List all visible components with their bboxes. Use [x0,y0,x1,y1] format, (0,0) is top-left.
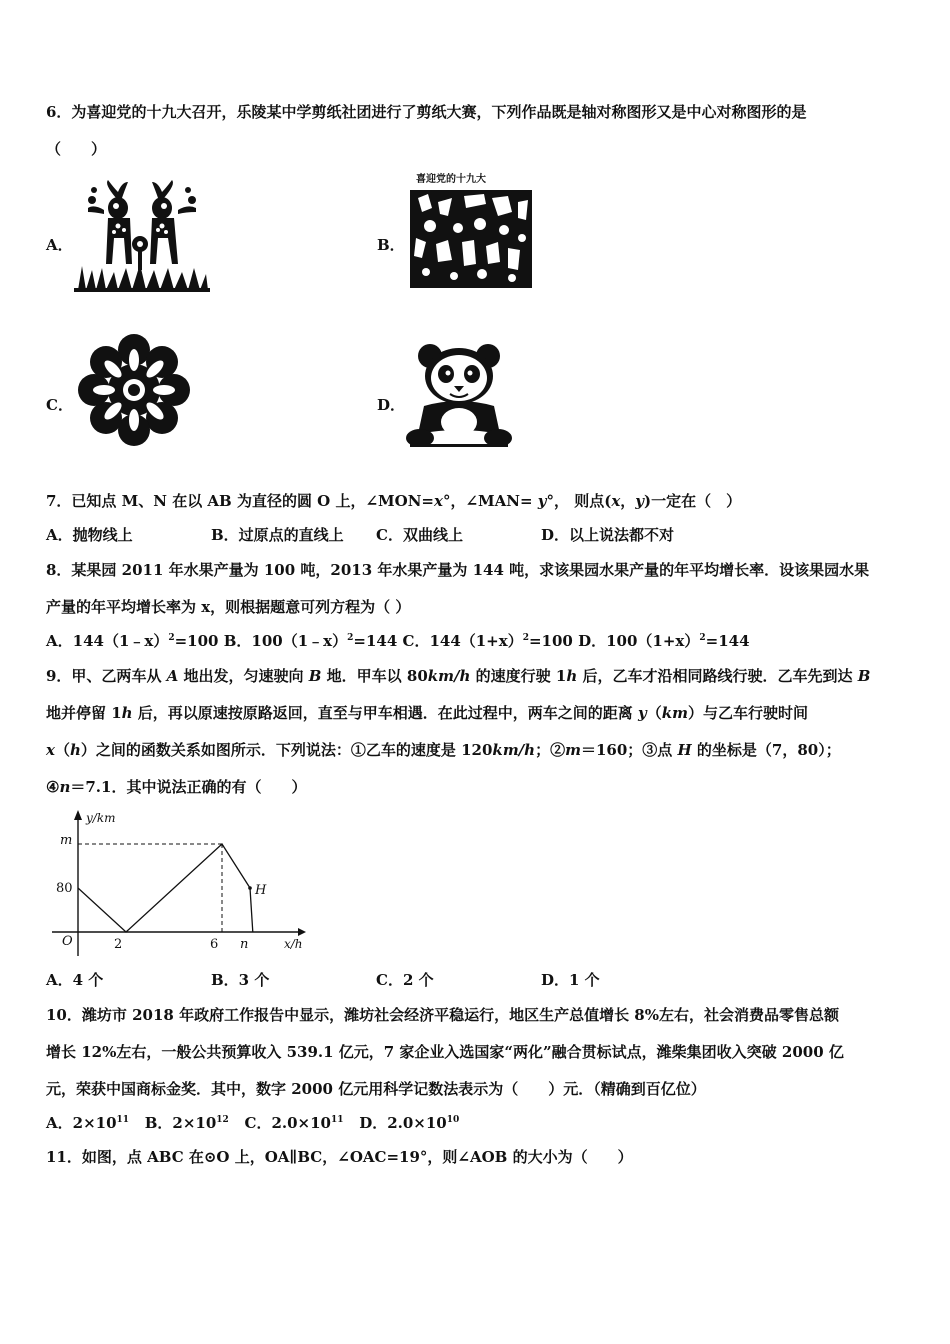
y-axis-arrow [74,810,82,820]
point-h-marker [248,886,252,890]
q10-option-c[interactable]: C．$2.0\times 10^{11}$ [244,1114,344,1132]
option-a-deer-papercut [74,178,210,296]
q6-option-c-label[interactable]: C． [46,396,73,414]
q7-option-c[interactable]: C．双曲线上 [376,526,463,544]
q6-option-b-label[interactable]: B． [377,236,405,254]
q8-option-d[interactable]: D．$100(1+x)^2=144$ [578,632,750,650]
q10-stem-line3: 元，荣获中国商标金奖．其中，数字 2000 亿元用科学记数法表示为（ ）元．（精确到百亿位） [46,1080,706,1098]
q6-option-a-label[interactable]: A． [46,236,73,254]
q9-distance-time-graph [44,806,308,960]
option-b-celebration-papercut [408,168,534,294]
option-c-flower-papercut [74,328,194,456]
q9-stem-line1: 9．甲、乙两车从 A 地出发，匀速驶向 B 地．甲车以 80km/h 的速度行驶 1h 后，乙车才沿相同路线行驶．乙车先到达 B [46,667,871,685]
q7-option-b[interactable]: B．过原点的直线上 [211,526,344,544]
q8-options [46,630,750,651]
q9-option-b[interactable]: B．3 个 [211,971,270,989]
distance-series-line [78,844,253,932]
q9-option-c[interactable]: C．2 个 [376,971,434,989]
q7-stem: 7．已知点 M、N 在以 AB 为直径的圆 O 上，∠MON=x°，∠MAN= y°， 则点(x，y)一定在（ ） [46,492,742,510]
q10-option-b[interactable]: B．$2\times 10^{12}$ [144,1114,229,1132]
q7-option-d[interactable]: D．以上说法都不对 [541,526,675,544]
x-axis-label: x/h [284,937,303,951]
q10-option-a[interactable]: A．$2\times 10^{11}$ [46,1114,130,1132]
q7-option-a[interactable]: A．抛物线上 [46,526,133,544]
point-h-label: H [255,883,267,898]
option-b-caption: 喜迎党的十九大 [416,174,486,185]
tick-label-2: 2 [114,937,123,952]
q9-stem-line2: 地并停留 1h 后，再以原速按原路返回，直至与甲车相遇．在此过程中，两车之间的距离 y（km）与乙车行驶时间 [46,704,809,722]
q8-option-b[interactable]: B．100（1﹣x）$^2$=144 [223,632,398,650]
x-axis-arrow [298,928,306,936]
q8-option-c[interactable]: C．$144(1+x)^2=100$ [402,632,573,650]
option-d-panda-papercut [406,342,512,454]
q8-stem-line1: 8．某果园 2011 年水果产量为 100 吨，2013 年水果产量为 144 吨，求该果园水果产量的年平均增长率．设该果园水果 [46,561,870,579]
origin-label: O [62,934,73,949]
q11-stem: 11．如图，点 ABC 在⊙O 上，OA∥BC，∠OAC=19°，则∠AOB 的大小为（ ） [46,1148,633,1166]
q10-options [46,1112,459,1133]
q8-stem-line2: 产量的年平均增长率为 x，则根据题意可列方程为（ ） [46,598,411,616]
tick-label-80: 80 [56,881,73,896]
q9-stem-line4: ④n＝7.1．其中说法正确的有（ ） [46,778,307,796]
y-axis-label: y/km [86,811,116,825]
q9-option-a[interactable]: A．4 个 [46,971,104,989]
q6-blank: （ ） [46,140,107,158]
q10-stem-line2: 增长 12%左右，一般公共预算收入 539.1 亿元，7 家企业入选国家“两化”融合贯标试点，潍柴集团收入突破 2000 亿 [46,1043,844,1061]
tick-label-6: 6 [210,937,219,952]
q10-stem-line1: 10．潍坊市 2018 年政府工作报告中显示，潍坊社会经济平稳运行，地区生产总值增长 8%左右，社会消费品零售总额 [46,1006,839,1024]
q9-stem-line3: x（h）之间的函数关系如图所示．下列说法：①乙车的速度是 120km/h；②m＝160；③点 H 的坐标是（7，80）； [46,741,841,759]
q8-option-a[interactable]: A．144（1﹣x）$^2$=100 [46,632,219,650]
q10-option-d[interactable]: D．$2.0\times 10^{10}$ [359,1114,460,1132]
tick-label-n: n [240,937,249,952]
q9-option-d[interactable]: D．1 个 [541,971,600,989]
q6-option-d-label[interactable]: D． [377,396,406,414]
q6-stem: 6．为喜迎党的十九大召开，乐陵某中学剪纸社团进行了剪纸大赛，下列作品既是轴对称图形又是中心对称图形的是 [46,103,807,121]
tick-label-m: m [60,833,73,848]
